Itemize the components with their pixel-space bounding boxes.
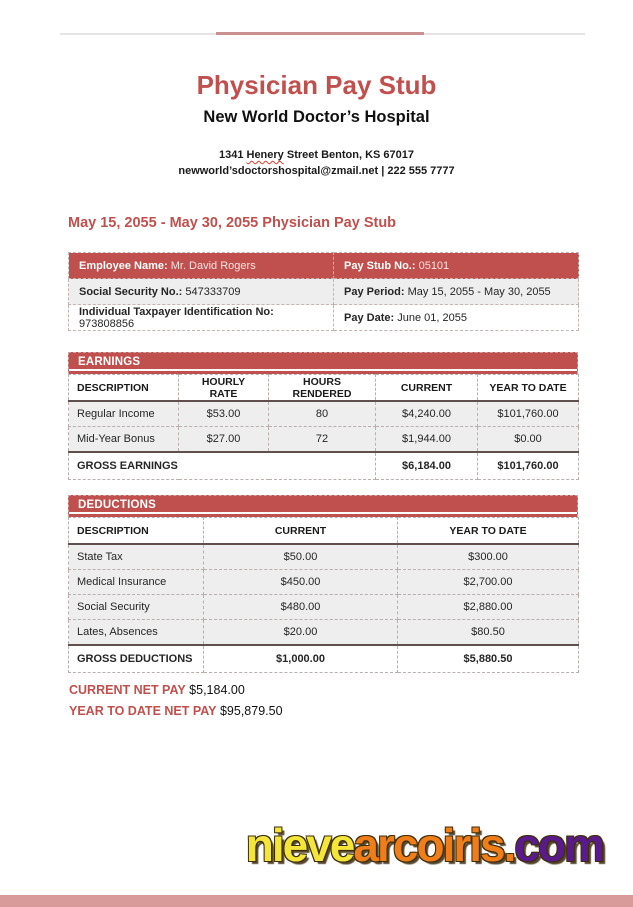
page-title: Physician Pay Stub — [196, 70, 437, 100]
earnings-hours: 72 — [269, 427, 376, 453]
earnings-description: Mid-Year Bonus — [69, 427, 179, 453]
deduction-description: Social Security — [69, 595, 204, 620]
table-row — [69, 279, 579, 305]
earnings-current: $4,240.00 — [376, 401, 478, 427]
ssn-cell — [69, 279, 334, 305]
current-net-pay-value: $5,184.00 — [189, 683, 245, 697]
address-pre: 1341 — [218, 149, 247, 161]
pay-period-heading: May 15, 2055 - May 30, 2055 Physician Pay Stub — [68, 215, 397, 231]
earnings-ytd: $101,760.00 — [478, 401, 579, 427]
deduction-ytd: $2,700.00 — [398, 570, 579, 595]
employee-info-table — [68, 252, 579, 331]
pay-date-value: June 01, 2055 — [397, 311, 467, 324]
table-row — [69, 427, 579, 453]
top-divider-accent — [216, 32, 424, 35]
column-header-description: DESCRIPTION — [69, 518, 204, 545]
ssn-label: Social Security No.: — [79, 285, 183, 298]
column-header-description: DESCRIPTION — [69, 375, 179, 402]
gross-deductions-ytd: $5,880.50 — [398, 645, 579, 673]
earnings-hourly-rate: $27.00 — [179, 427, 269, 453]
gross-earnings-row — [69, 452, 579, 480]
deductions-section-title: DEDUCTIONS — [68, 495, 578, 517]
table-row — [69, 595, 579, 620]
column-header-hourly-rate: HOURLY RATE — [179, 375, 269, 402]
pay-stub-no-label: Pay Stub No.: — [344, 259, 416, 272]
deduction-ytd: $300.00 — [398, 544, 579, 570]
deduction-description: State Tax — [69, 544, 204, 570]
top-divider-line — [60, 33, 585, 35]
column-header-current: CURRENT — [204, 518, 398, 545]
document-header — [0, 70, 633, 177]
deduction-current: $50.00 — [204, 544, 398, 570]
hospital-name: New World Doctor’s Hospital — [203, 108, 430, 126]
current-net-pay-line — [69, 683, 283, 697]
gross-deductions-label: GROSS DEDUCTIONS — [69, 645, 204, 673]
deduction-current: $450.00 — [204, 570, 398, 595]
earnings-description: Regular Income — [69, 401, 179, 427]
earnings-ytd: $0.00 — [478, 427, 579, 453]
table-row — [69, 305, 579, 331]
ssn-value: 547333709 — [185, 285, 241, 298]
table-row — [69, 544, 579, 570]
pay-stub-no-value: 05101 — [418, 259, 450, 272]
table-row — [69, 253, 579, 279]
itin-value: 973808856 — [79, 317, 135, 330]
watermark-segment-purple: com — [514, 819, 603, 871]
address-post: Street Benton, KS 67017 — [283, 149, 415, 161]
table-row — [69, 401, 579, 427]
earnings-header-row — [69, 375, 579, 402]
table-row — [69, 570, 579, 595]
deduction-description: Lates, Absences — [69, 620, 204, 646]
footer-color-bar — [0, 895, 633, 907]
hospital-contact: newworld’sdoctorshospital@zmail.net | 222 555 7777 — [178, 165, 455, 177]
employee-name-value: Mr. David Rogers — [170, 259, 256, 272]
watermark-segment-yellow: nieve — [245, 819, 354, 871]
current-net-pay-label: CURRENT NET PAY — [69, 683, 186, 697]
deduction-ytd: $2,880.00 — [398, 595, 579, 620]
pay-period-value: May 15, 2055 - May 30, 2055 — [407, 285, 551, 298]
deduction-current: $480.00 — [204, 595, 398, 620]
pay-period-cell — [334, 279, 579, 305]
earnings-hours: 80 — [269, 401, 376, 427]
column-header-year-to-date: YEAR TO DATE — [478, 375, 579, 402]
earnings-section-title: EARNINGS — [68, 352, 578, 374]
employee-name-cell — [69, 253, 334, 279]
site-watermark — [245, 819, 603, 871]
column-header-current: CURRENT — [376, 375, 478, 402]
deduction-description: Medical Insurance — [69, 570, 204, 595]
table-row — [69, 620, 579, 646]
earnings-current: $1,944.00 — [376, 427, 478, 453]
hospital-address — [0, 149, 633, 161]
earnings-table — [68, 374, 579, 480]
earnings-section — [68, 352, 578, 480]
column-header-year-to-date: YEAR TO DATE — [398, 518, 579, 545]
gross-earnings-label: GROSS EARNINGS — [69, 452, 376, 480]
pay-period-label: Pay Period: — [344, 285, 405, 298]
pay-stub-no-cell — [334, 253, 579, 279]
itin-cell — [69, 305, 334, 331]
deduction-current: $20.00 — [204, 620, 398, 646]
employee-name-label: Employee Name: — [79, 259, 168, 272]
watermark-segment-orange: arcoiris. — [353, 819, 515, 871]
deduction-ytd: $80.50 — [398, 620, 579, 646]
net-pay-summary — [69, 683, 283, 725]
address-misspelled-word: Henery — [246, 149, 284, 161]
gross-earnings-current: $6,184.00 — [376, 452, 478, 480]
deductions-table — [68, 517, 579, 673]
ytd-net-pay-value: $95,879.50 — [219, 704, 283, 718]
deductions-section — [68, 495, 578, 673]
gross-deductions-current: $1,000.00 — [204, 645, 398, 673]
column-header-hours-rendered: HOURS RENDERED — [269, 375, 376, 402]
deductions-header-row — [69, 518, 579, 545]
pay-date-label: Pay Date: — [344, 311, 395, 324]
earnings-hourly-rate: $53.00 — [179, 401, 269, 427]
itin-label: Individual Taxpayer Identification No: — [79, 305, 274, 318]
ytd-net-pay-line — [69, 704, 283, 718]
gross-earnings-ytd: $101,760.00 — [478, 452, 579, 480]
gross-deductions-row — [69, 645, 579, 673]
pay-date-cell — [334, 305, 579, 331]
ytd-net-pay-label: YEAR TO DATE NET PAY — [69, 704, 217, 718]
